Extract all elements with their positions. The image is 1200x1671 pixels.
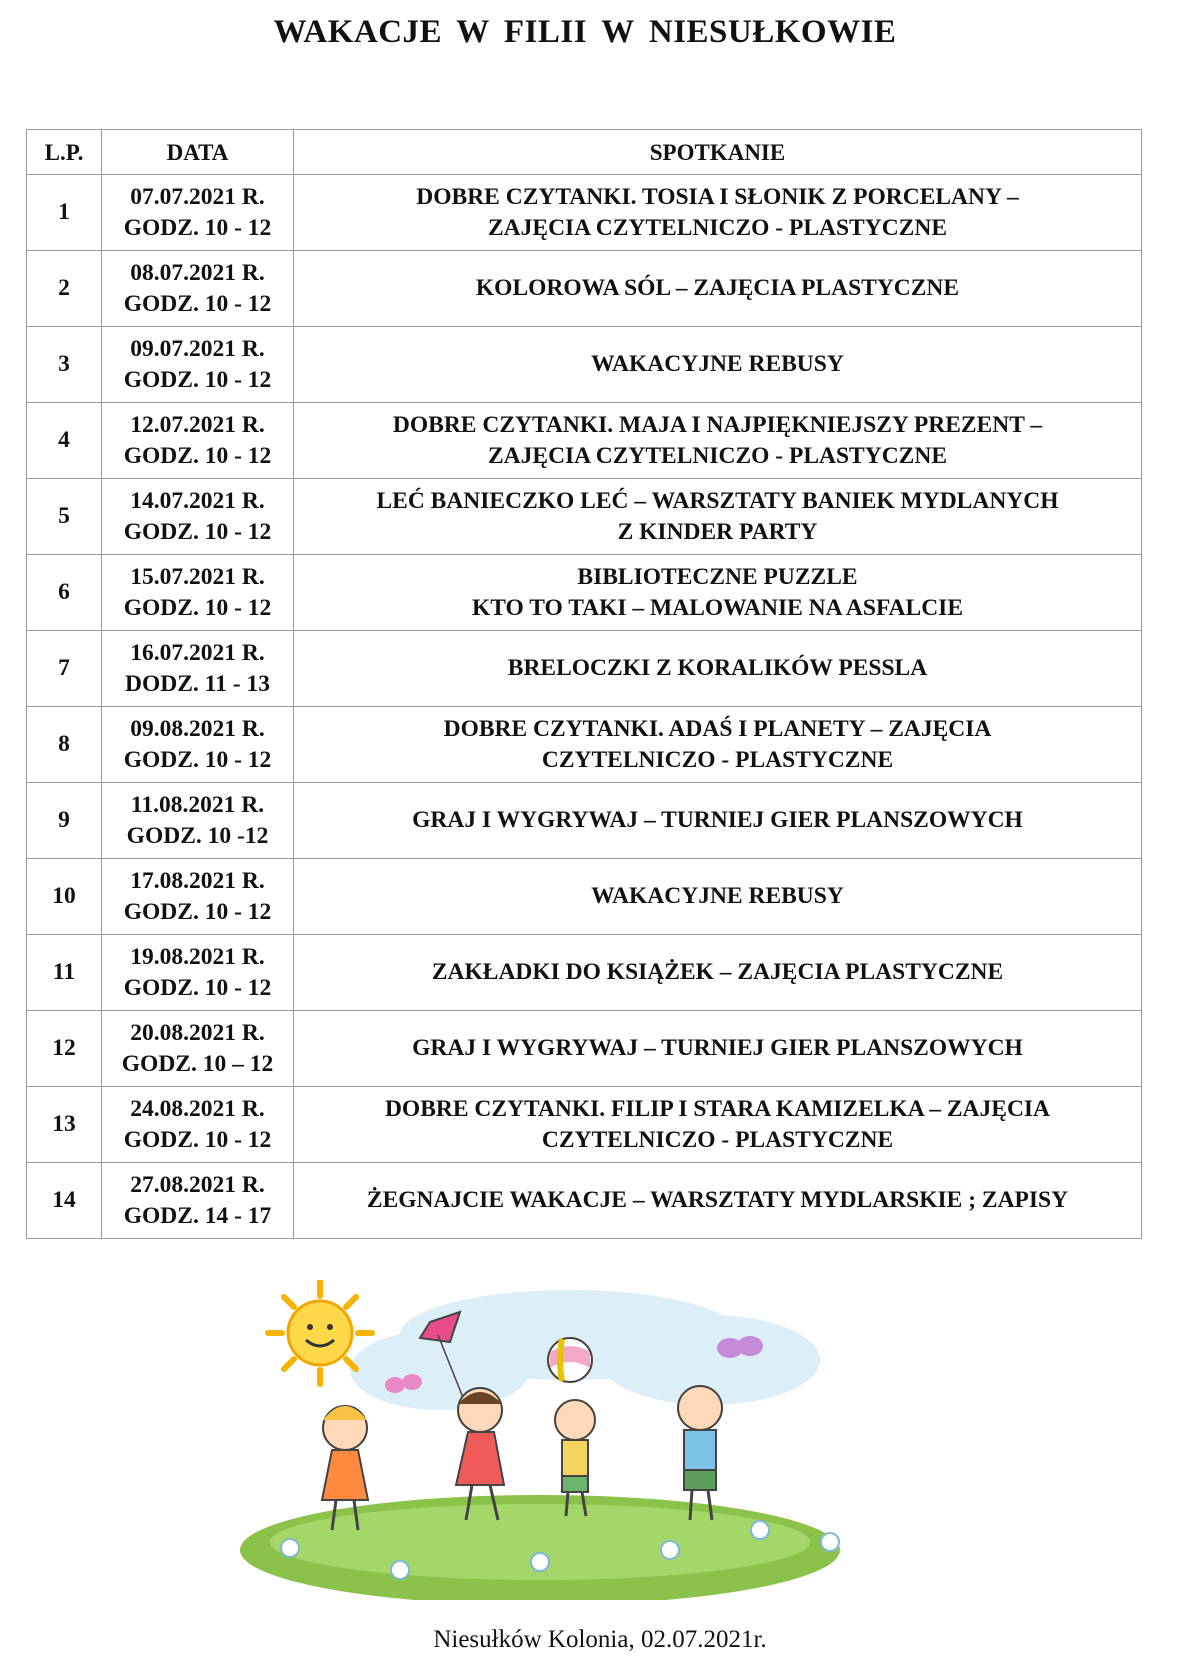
cell-lp: 11	[27, 935, 102, 1011]
table-row	[27, 175, 1142, 251]
schedule-table	[26, 129, 1142, 1239]
cell-lp: 9	[27, 783, 102, 859]
cell-date	[102, 631, 294, 707]
footer-place-date: Niesułków Kolonia, 02.07.2021r.	[433, 1626, 767, 1653]
date-text: 09.07.2021 R.	[130, 335, 265, 362]
meeting-line-1: KOLOROWA SÓL – ZAJĘCIA PLASTYCZNE	[475, 275, 960, 301]
table-header-row	[27, 130, 1142, 175]
meeting-line-2: CZYTELNICZO - PLASTYCZNE	[541, 1126, 894, 1153]
cell-lp: 14	[27, 1163, 102, 1239]
meeting-line-2: CZYTELNICZO - PLASTYCZNE	[541, 746, 894, 773]
meeting-line-1: DOBRE CZYTANKI. ADAŚ I PLANETY – ZAJĘCIA	[443, 715, 992, 742]
date-text: 12.07.2021 R.	[130, 411, 265, 438]
table-row	[27, 1087, 1142, 1163]
time-text: GODZ. 10 -12	[126, 822, 269, 849]
date-text: 14.07.2021 R.	[130, 487, 265, 514]
time-text: GODZ. 10 - 12	[123, 974, 272, 1001]
time-text: GODZ. 10 - 12	[123, 366, 272, 393]
header-meeting: SPOTKANIE	[294, 130, 1142, 175]
meeting-line-1: GRAJ I WYGRYWAJ – TURNIEJ GIER PLANSZOWYCH	[412, 807, 1023, 833]
time-text: GODZ. 10 - 12	[123, 594, 272, 621]
cell-meeting	[294, 479, 1142, 555]
cell-date	[102, 327, 294, 403]
date-text: 19.08.2021 R.	[130, 943, 265, 970]
table-row	[27, 783, 1142, 859]
meeting-line-1: GRAJ I WYGRYWAJ – TURNIEJ GIER PLANSZOWYCH	[412, 1035, 1023, 1061]
cell-lp: 12	[27, 1011, 102, 1087]
time-text: GODZ. 10 - 12	[123, 214, 272, 241]
table-row	[27, 1011, 1142, 1087]
time-text: GODZ. 10 - 12	[123, 290, 272, 317]
cell-meeting	[294, 175, 1142, 251]
ball-icon	[548, 1338, 592, 1382]
meeting-line-1: BIBLIOTECZNE PUZZLE	[577, 563, 858, 590]
cell-date	[102, 479, 294, 555]
cell-meeting	[294, 783, 1142, 859]
date-text: 20.08.2021 R.	[130, 1019, 265, 1046]
meeting-line-1: DOBRE CZYTANKI. MAJA I NAJPIĘKNIEJSZY PREZENT –	[392, 411, 1043, 438]
cell-date	[102, 783, 294, 859]
cell-date	[102, 707, 294, 783]
cell-meeting	[294, 631, 1142, 707]
meeting-line-1: ŻEGNAJCIE WAKACJE – WARSZTATY MYDLARSKIE ; ZAPISY	[366, 1187, 1069, 1213]
cell-meeting	[294, 555, 1142, 631]
cell-date	[102, 1011, 294, 1087]
cell-lp: 13	[27, 1087, 102, 1163]
table-row	[27, 631, 1142, 707]
time-text: GODZ. 10 - 12	[123, 518, 272, 545]
table-row	[27, 935, 1142, 1011]
meeting-line-1: DOBRE CZYTANKI. FILIP I STARA KAMIZELKA – ZAJĘCIA	[384, 1095, 1051, 1122]
cell-date	[102, 859, 294, 935]
sun-icon	[268, 1282, 372, 1384]
meeting-line-1: WAKACYJNE REBUSY	[591, 351, 844, 377]
table-row	[27, 327, 1142, 403]
cell-date	[102, 1163, 294, 1239]
date-text: 09.08.2021 R.	[130, 715, 265, 742]
table-row	[27, 555, 1142, 631]
date-text: 17.08.2021 R.	[130, 867, 265, 894]
table-row	[27, 707, 1142, 783]
cell-lp: 6	[27, 555, 102, 631]
child-figure	[678, 1386, 722, 1520]
cell-meeting	[294, 1163, 1142, 1239]
cell-date	[102, 251, 294, 327]
cell-date	[102, 555, 294, 631]
cell-meeting	[294, 1011, 1142, 1087]
table-row	[27, 859, 1142, 935]
meeting-line-2: ZAJĘCIA CZYTELNICZO - PLASTYCZNE	[488, 442, 947, 469]
cell-lp: 10	[27, 859, 102, 935]
cell-meeting	[294, 251, 1142, 327]
cell-meeting	[294, 859, 1142, 935]
cell-lp: 5	[27, 479, 102, 555]
table-row	[27, 251, 1142, 327]
page-title: WAKACJE W FILII W NIESUŁKOWIE	[273, 14, 897, 50]
date-text: 16.07.2021 R.	[130, 639, 265, 666]
time-text: GODZ. 10 – 12	[121, 1050, 274, 1077]
cell-meeting	[294, 403, 1142, 479]
cell-date	[102, 935, 294, 1011]
cell-lp: 7	[27, 631, 102, 707]
cell-lp: 3	[27, 327, 102, 403]
meeting-line-1: ZAKŁADKI DO KSIĄŻEK – ZAJĘCIA PLASTYCZNE	[431, 959, 1004, 985]
cell-meeting	[294, 707, 1142, 783]
date-text: 24.08.2021 R.	[130, 1095, 265, 1122]
cell-date	[102, 175, 294, 251]
children-playing-illustration	[240, 1280, 900, 1600]
time-text: DODZ. 11 - 13	[125, 670, 270, 697]
cell-lp: 8	[27, 707, 102, 783]
date-text: 07.07.2021 R.	[130, 183, 265, 210]
time-text: GODZ. 10 - 12	[123, 442, 272, 469]
cell-meeting	[294, 935, 1142, 1011]
time-text: GODZ. 10 - 12	[123, 1126, 272, 1153]
cell-meeting	[294, 1087, 1142, 1163]
cell-date	[102, 1087, 294, 1163]
meeting-line-1: DOBRE CZYTANKI. TOSIA I SŁONIK Z PORCELANY –	[416, 183, 1019, 210]
time-text: GODZ. 10 - 12	[123, 746, 272, 773]
cell-date	[102, 403, 294, 479]
date-text: 11.08.2021 R.	[130, 791, 265, 818]
meeting-line-2: KTO TO TAKI – MALOWANIE NA ASFALCIE	[471, 594, 963, 621]
cell-meeting	[294, 327, 1142, 403]
meeting-line-1: BRELOCZKI Z KORALIKÓW PESSLA	[507, 655, 928, 681]
date-text: 27.08.2021 R.	[130, 1171, 265, 1198]
cell-lp: 2	[27, 251, 102, 327]
meeting-line-2: Z KINDER PARTY	[617, 518, 818, 545]
cell-lp: 1	[27, 175, 102, 251]
cell-lp: 4	[27, 403, 102, 479]
table-row	[27, 479, 1142, 555]
meeting-line-1: WAKACYJNE REBUSY	[591, 883, 844, 909]
header-lp: L.P.	[27, 130, 102, 175]
table-row	[27, 1163, 1142, 1239]
time-text: GODZ. 10 - 12	[123, 898, 272, 925]
header-date: DATA	[102, 130, 294, 175]
date-text: 15.07.2021 R.	[130, 563, 265, 590]
meeting-line-1: LEĆ BANIECZKO LEĆ – WARSZTATY BANIEK MYDLANYCH	[376, 487, 1059, 514]
table-row	[27, 403, 1142, 479]
date-text: 08.07.2021 R.	[130, 259, 265, 286]
meeting-line-2: ZAJĘCIA CZYTELNICZO - PLASTYCZNE	[488, 214, 947, 241]
time-text: GODZ. 14 - 17	[123, 1202, 272, 1229]
